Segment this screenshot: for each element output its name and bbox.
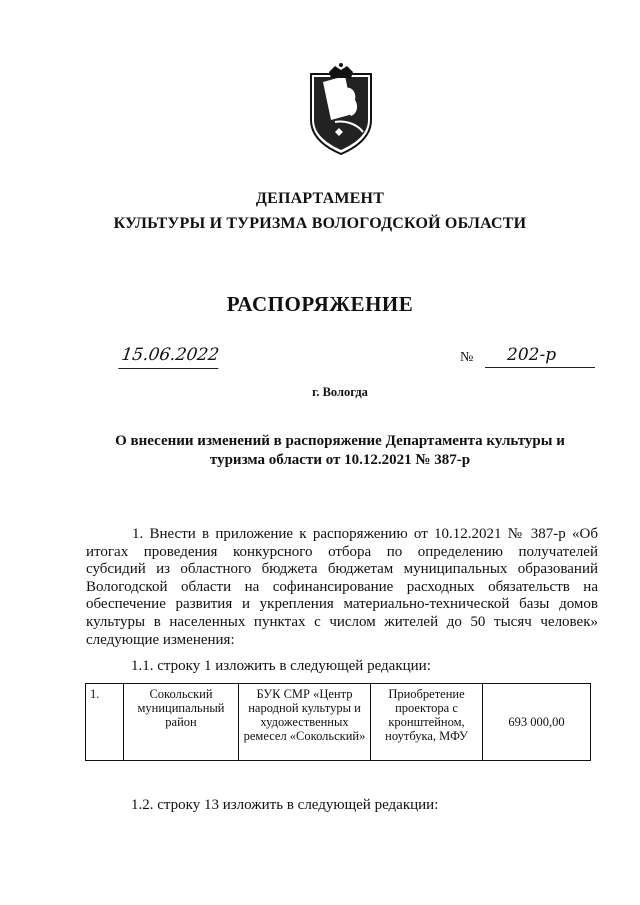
table-cell-municipality: Сокольский муниципальный район [124,684,239,761]
item-1-2: 1.2. строку 13 изложить в следующей редакции: [131,797,439,813]
table-cell-institution: БУК СМР «Центр народной культуры и художественных ремесел «Сокольский» [239,684,371,761]
table-cell-number: 1. [86,684,124,761]
document-subject: О внесении изменений в распоряжение Департамента культуры и туризма области от 10.12.2021 № 387-р [115,433,565,468]
number-sign: № [460,350,474,365]
table-cell-amount: 693 000,00 [483,684,591,761]
paragraph-line: обеспечение развития и укрепления материально-технической базы домов [86,596,598,613]
document-city: г. Вологда [312,385,368,399]
document-number-handwritten: 202-р [485,344,595,368]
vologda-coat-of-arms-emblem [305,62,377,156]
department-name-line1: ДЕПАРТАМЕНТ [255,190,385,207]
item-1-1: 1.1. строку 1 изложить в следующей редакции: [131,658,431,674]
department-name-line2: КУЛЬТУРЫ И ТУРИЗМА ВОЛОГОДСКОЙ ОБЛАСТИ [113,215,527,232]
paragraph-line: 1. Внести в приложение к распоряжению от 10.12.2021 № 387-р «Об [132,526,598,542]
table-cell-purpose: Приобретение проектора с кронштейном, ноутбука, МФУ [371,684,483,761]
replacement-row-table [85,683,591,761]
paragraph-1 [86,526,598,649]
paragraph-line: итогах проведения конкурсного отбора по определению получателей [86,543,598,560]
paragraph-line: субсидий из областного бюджета бюджетам муниципальных образований [86,561,598,578]
document-date-handwritten: 15.06.2022 [118,344,222,369]
document-type-title: РАСПОРЯЖЕНИЕ [226,292,414,316]
table-row [86,684,591,761]
paragraph-line: следующие изменения: [86,631,235,648]
paragraph-line: культуры в населенных пунктах с числом жителей до 50 тысяч человек» [86,613,598,630]
paragraph-line: Вологодской области на софинансирование расходных обязательств на [86,578,598,595]
